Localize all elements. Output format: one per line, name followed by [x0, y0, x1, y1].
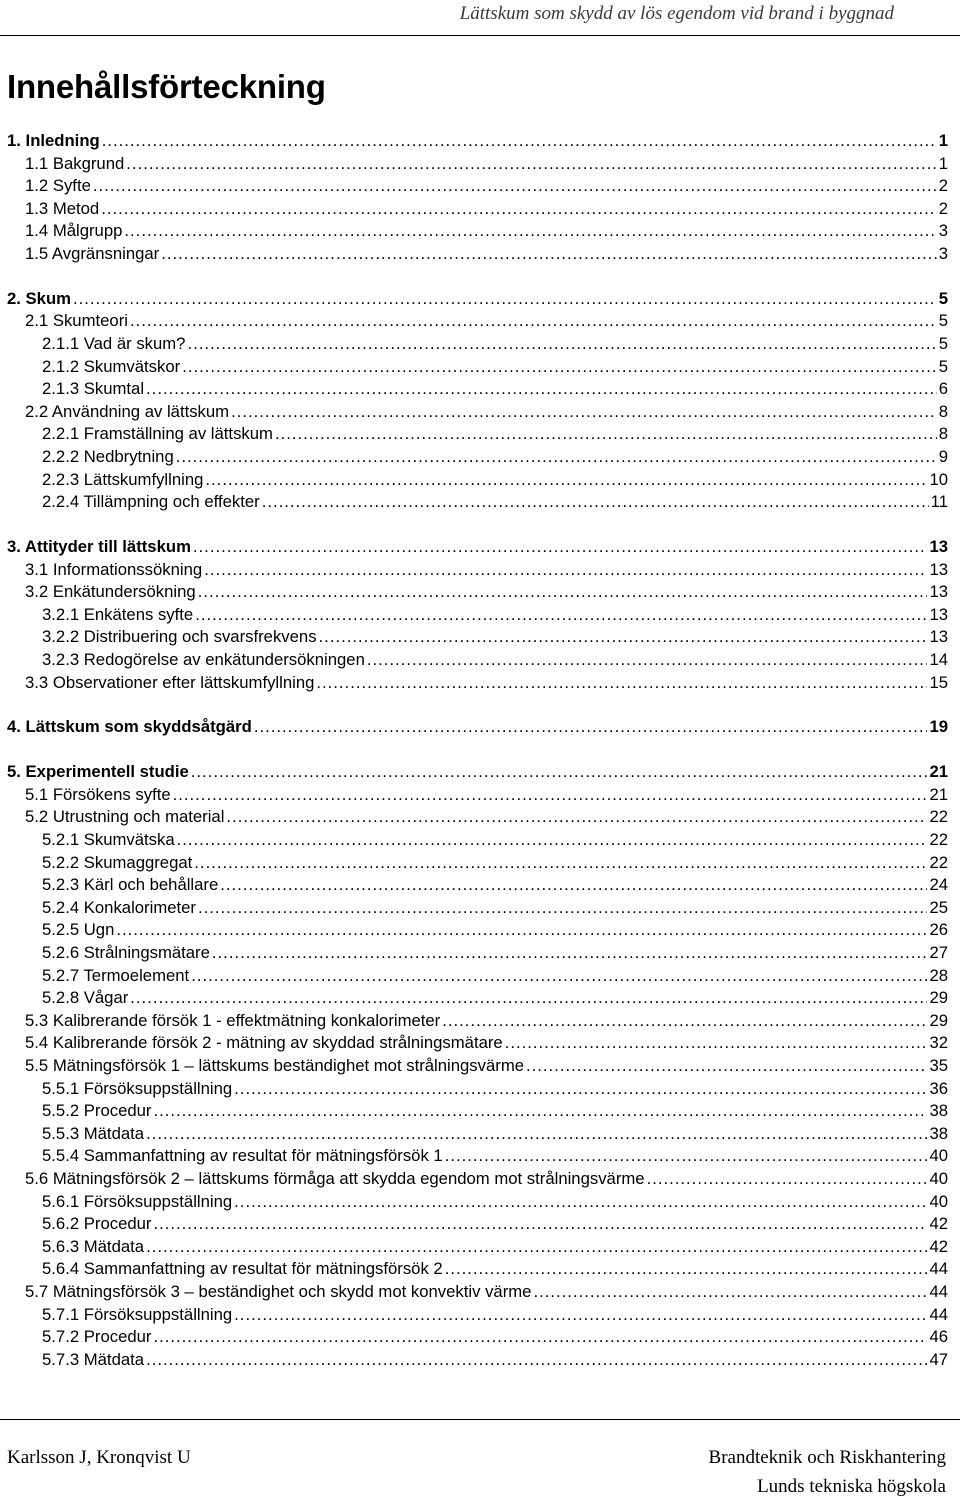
toc-entry[interactable] — [42, 469, 948, 491]
toc-dot-leader — [191, 761, 928, 783]
toc-dot-leader — [195, 604, 927, 626]
toc-entry[interactable] — [42, 1236, 948, 1258]
toc-entry-title: 5.6.3 Mätdata — [42, 1236, 145, 1256]
toc-entry-page: 1 — [938, 131, 948, 150]
running-title: Lättskum som skydd av lös egendom vid brand i byggnad — [459, 3, 894, 24]
toc-dot-leader — [254, 716, 928, 738]
toc-entry-page: 3 — [938, 244, 948, 263]
toc-entry-title: 2. Skum — [7, 288, 71, 308]
toc-entry-title: 5.6.2 Procedur — [42, 1214, 152, 1234]
toc-dot-leader — [445, 1258, 928, 1280]
toc-entry-title: 1.4 Målgrupp — [25, 221, 123, 241]
toc-entry-page: 11 — [930, 492, 948, 512]
toc-entry-title: 5.6.1 Försöksuppställning — [42, 1191, 233, 1211]
toc-dot-leader — [234, 1191, 927, 1213]
toc-dot-leader — [212, 942, 928, 964]
toc-dot-leader — [194, 852, 927, 874]
toc-dot-leader — [204, 559, 927, 581]
toc-entry-page: 8 — [938, 424, 948, 444]
toc-entry-page: 29 — [929, 1010, 948, 1030]
footer-authors: Karlsson J, Kronqvist U — [7, 1447, 191, 1468]
toc-title: Innehållsförteckning — [7, 68, 326, 105]
toc-entry-title: 5.2.2 Skumaggregat — [42, 852, 193, 872]
toc-entry-page: 22 — [929, 852, 948, 872]
toc-entry-title: 5. Experimentell studie — [7, 762, 189, 782]
toc-entry[interactable] — [25, 1168, 948, 1190]
toc-dot-leader — [182, 356, 937, 378]
toc-entry[interactable] — [42, 1213, 948, 1235]
toc-entry[interactable] — [25, 153, 948, 175]
page-header — [0, 0, 960, 37]
toc-entry[interactable] — [42, 378, 948, 400]
toc-dot-leader — [161, 243, 937, 265]
toc-entry-page: 9 — [938, 447, 948, 466]
toc-dot-leader — [187, 333, 936, 355]
toc-entry-page: 40 — [929, 1146, 948, 1166]
toc-dot-leader — [533, 1281, 927, 1303]
toc-dot-leader — [275, 423, 937, 445]
toc-dot-leader — [101, 198, 937, 220]
toc-entry[interactable] — [25, 1032, 948, 1054]
toc-dot-leader — [526, 1055, 927, 1077]
toc-entry[interactable] — [42, 1123, 948, 1145]
toc-entry-title: 3. Attityder till lättskum — [7, 537, 191, 556]
toc-entry-page: 3 — [938, 221, 948, 241]
toc-entry-title: 5.5 Mätningsförsök 1 – lättskums beständighet mot strålningsvärme — [25, 1056, 525, 1075]
toc-dot-leader — [198, 581, 928, 603]
toc-entry-title: 3.2.3 Redogörelse av enkätundersökningen — [42, 650, 365, 669]
toc-entry[interactable] — [25, 401, 948, 423]
toc-entry-title: 5.2.7 Termoelement — [42, 965, 190, 985]
toc-entry-title: 2.1 Skumteori — [25, 311, 128, 331]
toc-entry-title: 5.2.5 Ugn — [42, 920, 115, 940]
toc-dot-leader — [319, 626, 928, 648]
toc-entry-page: 5 — [938, 356, 948, 376]
toc-entry-title: 5.5.3 Mätdata — [42, 1123, 145, 1143]
header-divider — [0, 35, 960, 36]
toc-dot-leader — [226, 806, 927, 828]
toc-dot-leader — [205, 469, 927, 491]
toc-dot-leader — [316, 672, 927, 694]
toc-entry-title: 2.1.2 Skumvätskor — [42, 356, 181, 376]
toc-entry-page: 47 — [929, 1349, 948, 1369]
toc-entry[interactable] — [42, 965, 948, 987]
toc-entry-title: 1.5 Avgränsningar — [25, 244, 160, 263]
toc-dot-leader — [220, 874, 927, 896]
toc-entry-page: 26 — [929, 920, 948, 940]
toc-dot-leader — [234, 1078, 927, 1100]
toc-entry[interactable] — [25, 1055, 948, 1077]
toc-dot-leader — [153, 1213, 927, 1235]
toc-entry-title: 3.1 Informationssökning — [25, 559, 203, 579]
toc-entry-page: 13 — [929, 559, 948, 579]
toc-dot-leader — [146, 378, 937, 400]
toc-dot-leader — [146, 1236, 927, 1258]
toc-dot-leader — [198, 897, 927, 919]
toc-entry-page: 36 — [929, 1078, 948, 1098]
toc-entry-page: 38 — [929, 1101, 948, 1121]
toc-entry[interactable] — [42, 423, 948, 445]
toc-entry[interactable] — [42, 356, 948, 378]
toc-dot-leader — [73, 288, 937, 310]
toc-entry[interactable] — [25, 581, 948, 603]
toc-entry-page: 35 — [929, 1056, 948, 1075]
toc-entry[interactable] — [42, 1349, 948, 1371]
toc-entry-title: 5.3 Kalibrerande försök 1 - effektmätning konkalorimeter — [25, 1010, 441, 1030]
toc-dot-leader — [445, 1145, 928, 1167]
toc-entry[interactable] — [7, 288, 948, 310]
toc-entry[interactable] — [42, 919, 948, 941]
toc-entry-page: 42 — [929, 1236, 948, 1256]
toc-dot-leader — [262, 491, 929, 513]
toc-entry-title: 1.1 Bakgrund — [25, 153, 125, 173]
toc-entry-title: 2.2.1 Framställning av lättskum — [42, 424, 273, 444]
toc-entry-page: 38 — [929, 1123, 948, 1143]
toc-dot-leader — [234, 1304, 927, 1326]
toc-entry-title: 5.1 Försökens syfte — [25, 784, 171, 804]
toc-entry[interactable] — [42, 942, 948, 964]
toc-entry-title: 4. Lättskum som skyddsåtgärd — [7, 717, 252, 737]
toc-entry[interactable] — [42, 874, 948, 896]
toc-entry[interactable] — [42, 333, 948, 355]
toc-entry-page: 40 — [929, 1169, 948, 1188]
toc-entry-title: 5.7.2 Procedur — [42, 1327, 152, 1347]
toc-entry-page: 44 — [929, 1259, 948, 1279]
toc-entry[interactable] — [42, 649, 948, 671]
toc-dot-leader — [130, 310, 937, 332]
toc-entry[interactable] — [25, 198, 948, 220]
toc-entry-page: 32 — [929, 1033, 948, 1053]
toc-entry-page: 29 — [929, 988, 948, 1008]
toc-entry-title: 3.2 Enkätundersökning — [25, 582, 196, 602]
toc-entry-page: 5 — [938, 311, 948, 331]
toc-dot-leader — [193, 536, 928, 558]
toc-entry-title: 5.5.4 Sammanfattning av resultat för mätningsförsök 1 — [42, 1146, 443, 1166]
toc-entry[interactable] — [42, 1100, 948, 1122]
toc-entry-page: 22 — [929, 807, 948, 827]
toc-entry-title: 5.5.1 Försöksuppställning — [42, 1078, 233, 1098]
toc-entry-title: 2.1.1 Vad är skum? — [42, 334, 186, 353]
toc-entry-title: 5.5.2 Procedur — [42, 1101, 152, 1121]
toc-entry-title: 1. Inledning — [7, 131, 100, 150]
toc-entry[interactable] — [42, 1145, 948, 1167]
toc-entry[interactable] — [42, 897, 948, 919]
toc-entry-page: 5 — [938, 334, 948, 353]
toc-entry[interactable] — [42, 1304, 948, 1326]
toc-dot-leader — [367, 649, 928, 671]
footer-department: Brandteknik och Riskhantering — [708, 1447, 946, 1468]
toc-dot-leader — [173, 784, 928, 806]
toc-entry-page: 44 — [929, 1282, 948, 1301]
toc-entry[interactable] — [25, 220, 948, 242]
toc-dot-leader — [177, 829, 928, 851]
toc-dot-leader — [153, 1326, 927, 1348]
toc-entry-page: 6 — [938, 379, 948, 399]
toc-entry-title: 5.7.3 Mätdata — [42, 1349, 145, 1369]
toc-dot-leader — [505, 1032, 928, 1054]
toc-entry[interactable] — [42, 1078, 948, 1100]
toc-dot-leader — [146, 1123, 927, 1145]
toc-entry-page: 42 — [929, 1214, 948, 1234]
toc-dot-leader — [176, 446, 937, 468]
toc-dot-leader — [146, 1349, 927, 1371]
toc-entry-page: 27 — [929, 943, 948, 962]
toc-entry-page: 14 — [929, 650, 948, 669]
toc-entry-title: 5.2.4 Konkalorimeter — [42, 897, 196, 917]
toc-entry-title: 3.2.1 Enkätens syfte — [42, 604, 194, 624]
toc-entry-title: 5.6.4 Sammanfattning av resultat för mätningsförsök 2 — [42, 1259, 443, 1279]
toc-entry-page: 10 — [929, 469, 948, 489]
toc-entry-page: 40 — [929, 1191, 948, 1211]
toc-entry-page: 2 — [938, 176, 948, 196]
toc-dot-leader — [442, 1010, 927, 1032]
toc-dot-leader — [93, 175, 937, 197]
toc-dot-leader — [116, 919, 927, 941]
toc-entry[interactable] — [42, 1326, 948, 1348]
toc-entry-title: 1.3 Metod — [25, 198, 100, 218]
toc-entry[interactable] — [42, 829, 948, 851]
toc-entry[interactable] — [42, 1191, 948, 1213]
toc-entry-page: 24 — [929, 875, 948, 895]
toc-dot-leader — [130, 987, 927, 1009]
toc-entry-page: 5 — [938, 288, 948, 308]
footer-university: Lunds tekniska högskola — [757, 1476, 946, 1497]
toc-entry-title: 3.2.2 Distribuering och svarsfrekvens — [42, 627, 317, 647]
toc-entry-title: 2.1.3 Skumtal — [42, 379, 145, 399]
toc-entry[interactable] — [25, 559, 948, 581]
toc-dot-leader — [191, 965, 927, 987]
toc-entry[interactable] — [42, 852, 948, 874]
toc-entry[interactable] — [7, 761, 948, 783]
toc-entry-title: 2.2.4 Tillämpning och effekter — [42, 492, 260, 512]
toc-entry[interactable] — [42, 1258, 948, 1280]
toc-entry[interactable] — [25, 1281, 948, 1303]
toc-entry[interactable] — [42, 491, 948, 513]
toc-entry[interactable] — [25, 784, 948, 806]
toc-entry-title: 1.2 Syfte — [25, 176, 91, 196]
toc-entry-page: 13 — [929, 604, 948, 624]
toc-entry[interactable] — [25, 310, 948, 332]
toc-entry-page: 22 — [929, 830, 948, 849]
toc-entry-title: 3.3 Observationer efter lättskumfyllning — [25, 672, 315, 692]
toc-entry-page: 15 — [929, 672, 948, 692]
toc-entry-title: 2.2.3 Lättskumfyllning — [42, 469, 204, 489]
toc-dot-leader — [126, 153, 936, 175]
toc-entry-page: 19 — [929, 717, 948, 737]
toc-entry-page: 25 — [929, 897, 948, 917]
toc-entry-title: 5.2.6 Strålningsmätare — [42, 943, 210, 962]
toc-entry-page: 44 — [929, 1304, 948, 1324]
toc-entry[interactable] — [25, 806, 948, 828]
toc-entry[interactable] — [42, 446, 948, 468]
toc-entry[interactable] — [42, 987, 948, 1009]
toc-entry-page: 8 — [938, 401, 948, 421]
toc-dot-leader — [124, 220, 936, 242]
toc-entry-title: 5.6 Mätningsförsök 2 – lättskums förmåga att skydda egendom mot strålningsvärme — [25, 1169, 645, 1188]
toc-entry[interactable] — [7, 536, 948, 558]
toc-entry-title: 5.2.8 Vågar — [42, 988, 129, 1008]
toc-dot-leader — [153, 1100, 927, 1122]
toc-dot-leader — [231, 401, 937, 423]
toc-entry-page: 13 — [929, 537, 948, 556]
toc-dot-leader — [102, 130, 937, 152]
toc-entry-title: 5.4 Kalibrerande försök 2 - mätning av skyddad strålningsmätare — [25, 1033, 503, 1053]
toc-entry-title: 5.2.3 Kärl och behållare — [42, 875, 219, 895]
toc-entry[interactable] — [25, 243, 948, 265]
toc-dot-leader — [647, 1168, 928, 1190]
toc-entry-page: 21 — [929, 762, 948, 782]
toc-entry[interactable] — [7, 716, 948, 738]
toc-entry[interactable] — [7, 130, 948, 152]
toc-entry-page: 13 — [929, 627, 948, 647]
toc-entry[interactable] — [25, 1010, 948, 1032]
toc-entry-page: 13 — [929, 582, 948, 602]
toc-entry[interactable] — [42, 626, 948, 648]
toc-entry[interactable] — [25, 672, 948, 694]
toc-entry-page: 21 — [929, 784, 948, 804]
toc-entry-title: 2.2.2 Nedbrytning — [42, 447, 174, 466]
toc-entry[interactable] — [42, 604, 948, 626]
toc-entry-title: 5.2 Utrustning och material — [25, 807, 225, 827]
toc-entry-title: 2.2 Användning av lättskum — [25, 401, 230, 421]
toc-entry-page: 28 — [929, 965, 948, 985]
toc-entry-page: 2 — [938, 198, 948, 218]
toc-entry-title: 5.7.1 Försöksuppställning — [42, 1304, 233, 1324]
footer-divider — [0, 1419, 960, 1420]
toc-entry[interactable] — [25, 175, 948, 197]
toc-entry-title: 5.7 Mätningsförsök 3 – beständighet och skydd mot konvektiv värme — [25, 1282, 532, 1301]
toc-entry-page: 1 — [938, 153, 948, 173]
toc-entry-title: 5.2.1 Skumvätska — [42, 830, 175, 849]
toc-entry-page: 46 — [929, 1327, 948, 1347]
